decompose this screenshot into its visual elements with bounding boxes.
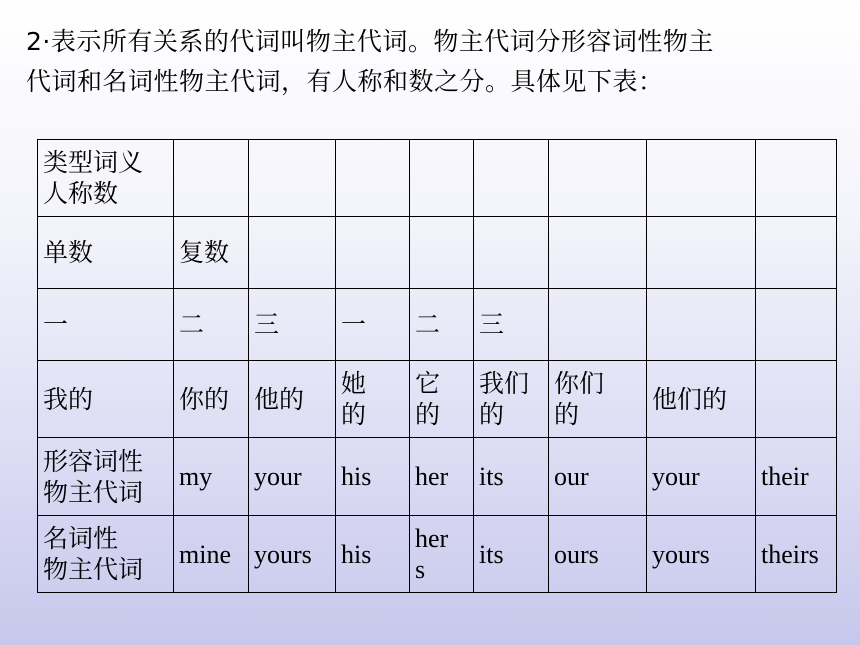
table-cell: 二 <box>174 289 249 361</box>
table-row-nominal <box>38 516 837 593</box>
table-cell: yours <box>249 516 336 593</box>
table-cell <box>756 140 837 217</box>
table-cell: 三 <box>249 289 336 361</box>
table-cell: 名词性 物主代词 <box>38 516 174 593</box>
table-cell: 一 <box>336 289 410 361</box>
table-cell: their <box>756 438 837 516</box>
table-cell <box>756 361 837 438</box>
table-cell <box>410 140 474 217</box>
table-cell <box>336 140 410 217</box>
table-cell <box>549 289 647 361</box>
table-cell <box>336 217 410 289</box>
table-cell <box>249 217 336 289</box>
table-cell: 单数 <box>38 217 174 289</box>
table-cell: mine <box>174 516 249 593</box>
table-cell: its <box>474 438 549 516</box>
table-cell: 形容词性 物主代词 <box>38 438 174 516</box>
table-cell: its <box>474 516 549 593</box>
table-cell <box>410 217 474 289</box>
intro-paragraph <box>26 22 836 102</box>
table-cell: 我们 的 <box>474 361 549 438</box>
table-cell <box>549 217 647 289</box>
table-cell <box>474 140 549 217</box>
table-cell: 他们的 <box>647 361 756 438</box>
table-row-number <box>38 217 837 289</box>
table-cell: her s <box>410 516 474 593</box>
table-cell: her <box>410 438 474 516</box>
table-row-adjectival <box>38 438 837 516</box>
table-cell <box>756 217 837 289</box>
table-cell: your <box>647 438 756 516</box>
table-cell <box>647 217 756 289</box>
table-cell: 一 <box>38 289 174 361</box>
table-cell: 类型词义 人称数 <box>38 140 174 217</box>
table-cell: our <box>549 438 647 516</box>
table-cell <box>174 140 249 217</box>
table-cell <box>249 140 336 217</box>
table-cell <box>549 140 647 217</box>
table-cell: 我的 <box>38 361 174 438</box>
intro-line-2: 代词和名词性物主代词，有人称和数之分。具体见下表： <box>26 67 664 96</box>
table-cell: yours <box>647 516 756 593</box>
table-cell: 你的 <box>174 361 249 438</box>
table-cell: ours <box>549 516 647 593</box>
possessive-pronoun-table <box>37 139 837 593</box>
table-cell: 三 <box>474 289 549 361</box>
table-cell: 她 的 <box>336 361 410 438</box>
table-cell <box>756 289 837 361</box>
table-row-meaning <box>38 361 837 438</box>
table-cell <box>647 140 756 217</box>
table-cell: 它 的 <box>410 361 474 438</box>
table-cell: 他的 <box>249 361 336 438</box>
table-cell: 复数 <box>174 217 249 289</box>
table-cell: my <box>174 438 249 516</box>
table-cell <box>647 289 756 361</box>
table-cell: his <box>336 438 410 516</box>
table-cell: theirs <box>756 516 837 593</box>
table-cell: his <box>336 516 410 593</box>
table-cell: your <box>249 438 336 516</box>
intro-line-1: 2·表示所有关系的代词叫物主代词。物主代词分形容词性物主 <box>26 27 714 56</box>
table-row-person <box>38 289 837 361</box>
table-row-header <box>38 140 837 217</box>
table-cell: 你们 的 <box>549 361 647 438</box>
table-cell: 二 <box>410 289 474 361</box>
table-cell <box>474 217 549 289</box>
